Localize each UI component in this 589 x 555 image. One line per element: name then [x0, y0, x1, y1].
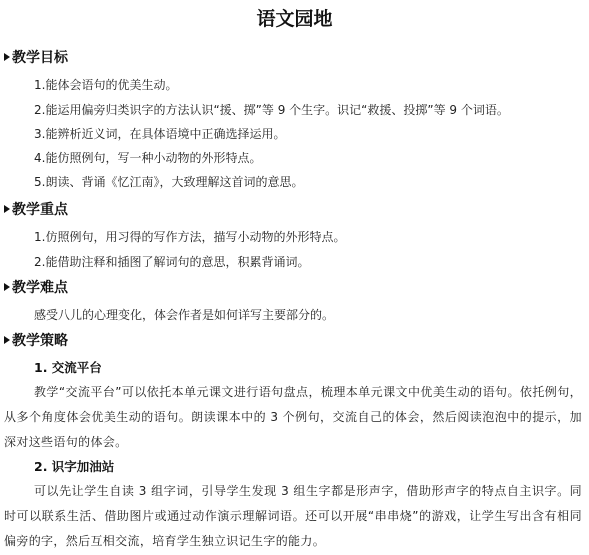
paragraph-exchange-platform: 教学“交流平台”可以依托本单元课文进行语句盘点，梳理本单元课文中优美生动的语句。依托例句，从多个角度体会优美生动的语句。朗读课本中的 3 个例句，交流自己的体会，然后阅读泡泡中的提示，加深对这些语句的体会。 — [4, 385, 582, 449]
goal-item: 1.能体会语句的优美生动。 — [34, 78, 178, 92]
difficulty-text: 感受八儿的心理变化，体会作者是如何详写主要部分的。 — [34, 308, 335, 322]
section-heading-difficulty — [4, 278, 68, 298]
page-title: 语文园地 — [256, 8, 333, 30]
section-heading-strategy — [4, 331, 68, 351]
goal-item: 3.能辨析近义词，在具体语境中正确选择运用。 — [34, 127, 286, 141]
section-heading-label: 教学重点 — [12, 202, 68, 218]
triangle-bullet-icon — [4, 336, 10, 344]
goal-item: 4.能仿照例句，写一种小动物的外形特点。 — [34, 151, 262, 165]
section-heading-label: 教学难点 — [12, 280, 68, 296]
triangle-bullet-icon — [4, 53, 10, 61]
section-heading-goals — [4, 48, 68, 68]
goal-item: 5.朗读、背诵《忆江南》，大致理解这首词的意思。 — [34, 175, 304, 189]
section-heading-label: 教学策略 — [12, 333, 68, 349]
section-heading-label: 教学目标 — [12, 50, 68, 66]
focus-item: 1.仿照例句，用习得的写作方法，描写小动物的外形特点。 — [34, 230, 346, 244]
goal-item: 2.能运用偏旁归类识字的方法认识“援、掷”等 9 个生字。识记“救援、投掷”等 9 个词语。 — [34, 103, 509, 117]
triangle-bullet-icon — [4, 283, 10, 291]
focus-item: 2.能借助注释和插图了解词句的意思，积累背诵词。 — [34, 255, 310, 269]
triangle-bullet-icon — [4, 205, 10, 213]
paragraph-literacy-station: 可以先让学生自读 3 组字词，引导学生发现 3 组生字都是形声字，借助形声字的特点自主识字。同时可以联系生活、借助图片或通过动作演示理解词语。还可以开展“串串烧”的游戏，让学生写出含有相同偏旁的字，然后互相交流，培育学生独立识记生字的能力。 — [4, 484, 582, 548]
subsection-title-literacy-station: 2. 识字加油站 — [34, 459, 115, 474]
section-heading-focus — [4, 200, 68, 220]
subsection-title-exchange-platform: 1. 交流平台 — [34, 360, 102, 375]
